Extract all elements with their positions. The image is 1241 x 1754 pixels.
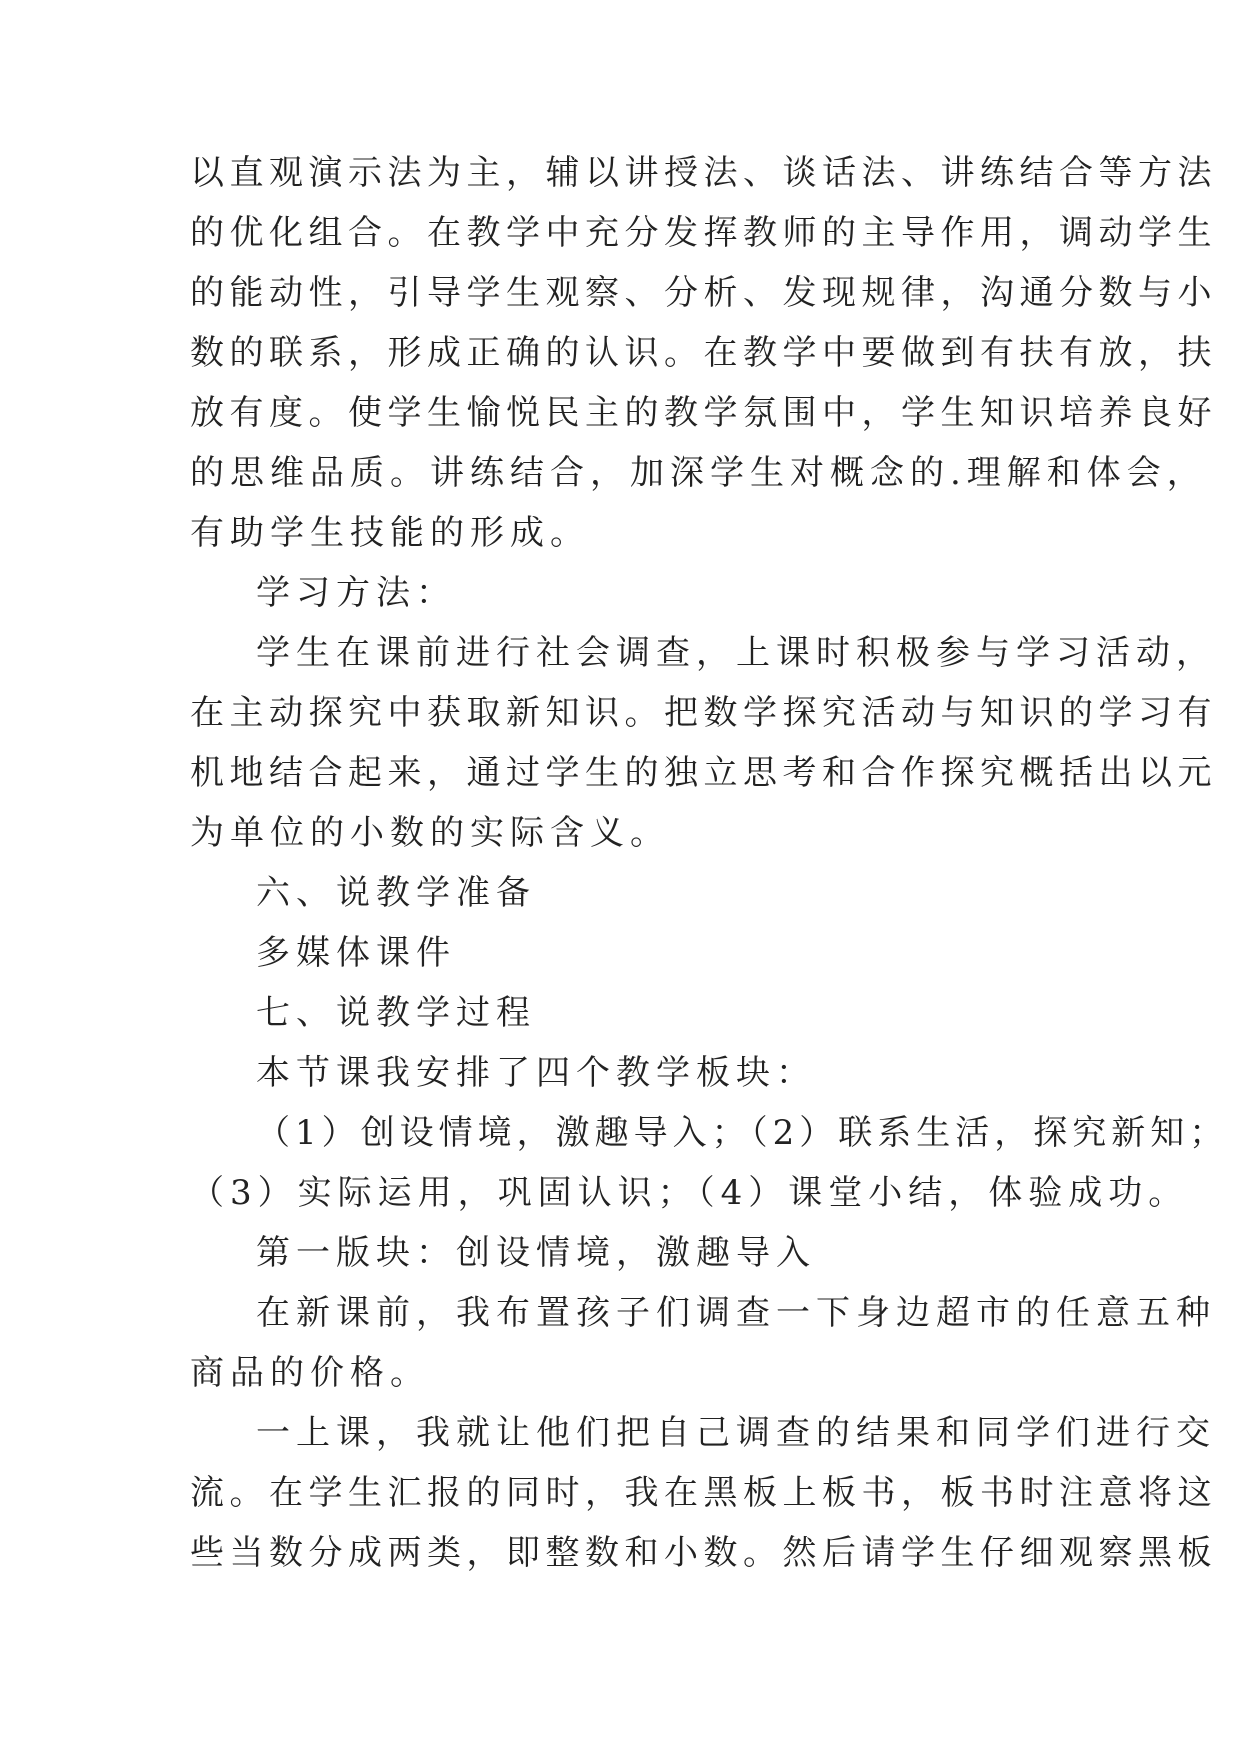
body-text-line: 一上课，我就让他们把自己调查的结果和同学们进行交 [256,1413,1216,1453]
body-text-line: 商品的价格。 [190,1353,430,1393]
body-text-line: （1）创设情境，激趣导入；（2）联系生活，探究新知； [256,1113,1229,1153]
body-text-line: 的思维品质。讲练结合，加深学生对概念的.理解和体会， [190,453,1207,493]
section-heading: 七、说教学过程 [256,993,536,1033]
section-heading: 六、说教学准备 [256,873,536,913]
body-text-line: 的优化组合。在教学中充分发挥教师的主导作用，调动学生 [190,213,1217,253]
body-text-line: 在主动探究中获取新知识。把数学探究活动与知识的学习有 [190,693,1217,733]
body-text-line: 有助学生技能的形成。 [190,513,590,553]
body-text-line: 机地结合起来，通过学生的独立思考和合作探究概括出以元 [190,753,1217,793]
section-label: 学习方法： [256,573,456,613]
body-text-line: 在新课前，我布置孩子们调查一下身边超市的任意五种 [256,1293,1216,1333]
body-text-line: 本节课我安排了四个教学板块： [256,1053,816,1093]
body-text-line: 流。在学生汇报的同时，我在黑板上板书，板书时注意将这 [190,1473,1217,1513]
body-text-line: （3）实际运用，巩固认识；（4）课堂小结，体验成功。 [190,1173,1189,1213]
body-text-line: 多媒体课件 [256,933,456,973]
body-text-line: 学生在课前进行社会调查，上课时积极参与学习活动， [256,633,1216,673]
body-text-line: 放有度。使学生愉悦民主的教学氛围中，学生知识培养良好 [190,393,1217,433]
body-text-line: 些当数分成两类，即整数和小数。然后请学生仔细观察黑板 [190,1533,1217,1573]
body-text-line: 数的联系，形成正确的认识。在教学中要做到有扶有放，扶 [190,333,1217,373]
section-label: 第一版块：创设情境，激趣导入 [256,1233,816,1273]
body-text-line: 为单位的小数的实际含义。 [190,813,670,853]
body-text-line: 以直观演示法为主，辅以讲授法、谈话法、讲练结合等方法 [190,153,1217,193]
body-text-line: 的能动性，引导学生观察、分析、发现规律，沟通分数与小 [190,273,1217,313]
